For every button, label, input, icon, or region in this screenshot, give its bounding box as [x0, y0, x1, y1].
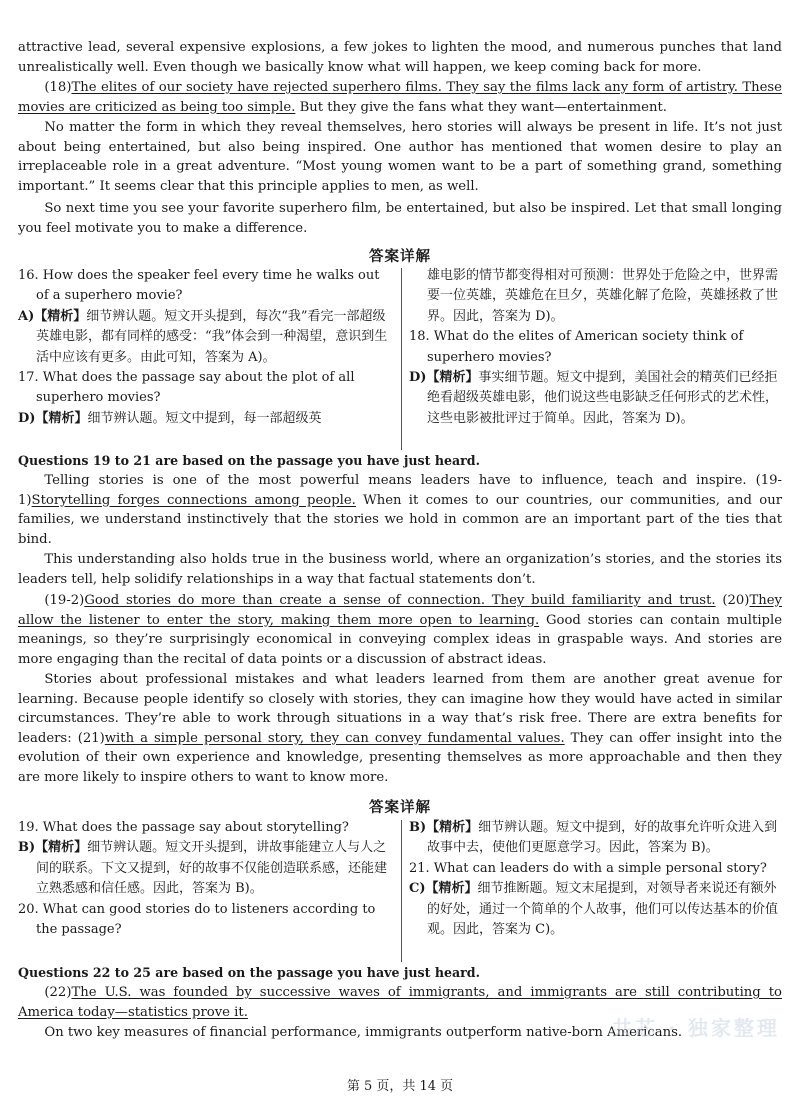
question-marker-18: (18)	[44, 80, 72, 95]
column-divider-1	[401, 268, 402, 450]
question-20: 20. What can good stories do to listeners according to the passage?	[18, 901, 376, 938]
question-16: 16. How does the speaker feel every time he walks out of a superhero movie?	[18, 268, 380, 304]
underlined-answer-19-2: Good stories do more than create a sense of connection. They build familiarity and trust.	[84, 593, 716, 608]
paragraph-21: Stories about professional mistakes and what leaders learned from them are another great avenue for learning. Because people identify so closely with stories, they can imagine how they would have acted in similar circumstances. They’re able to work through situations in a way that’s risk free. There are extra benefits for leaders: (21)with a simple personal story, they can convey fundamental values. They can offer insight into the evolution of their own experience and knowledge, presenting themselves as more approachable and then they are more likely to inspire others to want to know more.	[18, 672, 782, 785]
section-heading-19-21: Questions 19 to 21 are based on the passage you have just heard.	[18, 453, 481, 468]
answer-16: A)【精析】细节辨认题。短文开头提到，每次“我”看完一部超级英雄电影，都有同样的感受：“我”体会到一种渴望，意识到生活中应该有更多。由此可知，答案为 A)。	[18, 308, 388, 365]
question-19: 19. What does the passage say about storytelling?	[18, 820, 349, 835]
answer-17: D)【精析】细节辨认题。短文中提到，每一部超级英	[18, 410, 322, 426]
answer-column-right-1	[409, 266, 783, 429]
paragraph-intro-4: So next time you see your favorite superhero film, be entertained, but also be inspired. Let that small longing you feel motivate you to make a difference.	[18, 201, 782, 236]
answer-column-left-2	[18, 818, 392, 940]
underlined-answer-22: The U.S. was founded by successive waves of immigrants, and immigrants are still contributing to America today—statistics prove it.	[18, 985, 782, 1020]
answer-column-right-2	[409, 818, 783, 940]
question-marker-20: (20)	[715, 593, 750, 608]
underlined-answer-19-1: Storytelling forges connections among people.	[31, 492, 356, 508]
section-heading-22-25: Questions 22 to 25 are based on the passage you have just heard.	[18, 965, 481, 980]
question-21: 21. What can leaders do with a simple personal story?	[409, 860, 767, 876]
paragraph-19-1: Telling stories is one of the most powerful means leaders have to influence, teach and inspire. (19-1)Storytelling forges connections among people. When it comes to our countries, our communities, and our families, we understand instinctively that the stories we hold in common are an important part of the ties that bind.	[18, 473, 782, 547]
underlined-answer-21: with a simple personal story, they can convey fundamental values.	[104, 730, 565, 746]
answer-20: B)【精析】细节辨认题。短文中提到，好的故事允许听众进入到故事中去，使他们更愿意学习。因此，答案为 B)。	[409, 820, 778, 856]
paragraph-intro-1: attractive lead, several expensive explosions, a few jokes to lighten the mood, and numerous punches that land unrealistically well. Even though we basically know what will happen, we keep coming back for more.	[18, 40, 782, 75]
answer-21: C)【精析】细节推断题。短文末尾提到，对领导者来说还有额外的好处，通过一个简单的个人故事，他们可以传达基本的价值观。因此，答案为 C)。	[409, 881, 779, 938]
question-18: 18. What do the elites of American society think of superhero movies?	[409, 329, 744, 365]
answer-section-title-1: 答案详解	[369, 248, 431, 265]
question-marker-22: (22)	[44, 985, 72, 1000]
paragraph-18-rest: But they give the fans what they want—entertainment.	[295, 99, 667, 115]
underlined-answer-18: The elites of our society have rejected superhero films. They say the films lack any form of artistry. These movies are criticized as being too simple.	[18, 80, 782, 115]
column-divider-2	[401, 820, 402, 962]
question-17: 17. What does the passage say about the plot of all superhero movies?	[18, 370, 355, 406]
watermark: 共芯 · 独家整理	[612, 1016, 780, 1040]
paragraph-business: This understanding also holds true in the business world, where an organization’s stories, and the stories its leaders tell, help solidify relationships in a way that factual statements don’t.	[18, 552, 782, 587]
underlined-answer-20: They allow the listener to enter the story, making them more open to learning.	[18, 593, 782, 628]
question-marker-21: (21)	[77, 730, 105, 746]
question-marker-19-2: (19-2)	[44, 593, 85, 608]
paragraph-19-2-20: (19-2)Good stories do more than create a sense of connection. They build familiarity and trust. (20)They allow the listener to enter the story, making them more open to learning. Good stories can contain multiple meanings, so they’re surprisingly economical in conveying complex ideas in graspable ways. And stories are more engaging than the recital of data points or a discussion of abstract ideas.	[18, 593, 782, 667]
answer-section-title-2: 答案详解	[369, 799, 431, 816]
paragraph-18	[18, 78, 782, 117]
answer-19: B)【精析】细节辨认题。短文开头提到，讲故事能建立人与人之间的联系。下文又提到，好的故事不仅能创造联系感，还能建立熟悉感和信任感。因此，答案为 B)。	[18, 840, 388, 897]
page-footer: 第 5 页，共 14 页	[346, 1079, 454, 1094]
answer-17-continued: 雄电影的情节都变得相对可预测：世界处于危险之中，世界需要一位英雄，英雄危在旦夕，英雄化解了危险，英雄拯救了世界。因此，答案为 D)。	[427, 268, 779, 324]
paragraph-financial: On two key measures of financial performance, immigrants outperform native-born Americans.	[44, 1025, 683, 1040]
paragraph-intro-3: No matter the form in which they reveal themselves, hero stories will always be present in life. It’s not just about being entertained, but also being inspired. One author has mentioned that women desire to play an irreplaceable role in a great adventure. “Most young women want to be a part of something grand, something important.” It seems clear that this principle applies to men, as well.	[18, 120, 782, 194]
question-marker-19-1: (19-1)	[18, 473, 782, 508]
answer-column-left-1	[18, 266, 392, 429]
answer-18: D)【精析】事实细节题。短文中提到，美国社会的精英们已经拒绝看超级英雄电影，他们说这些电影缺乏任何形式的艺术性，这些电影被批评过于简单。因此，答案为 D)。	[409, 370, 779, 426]
